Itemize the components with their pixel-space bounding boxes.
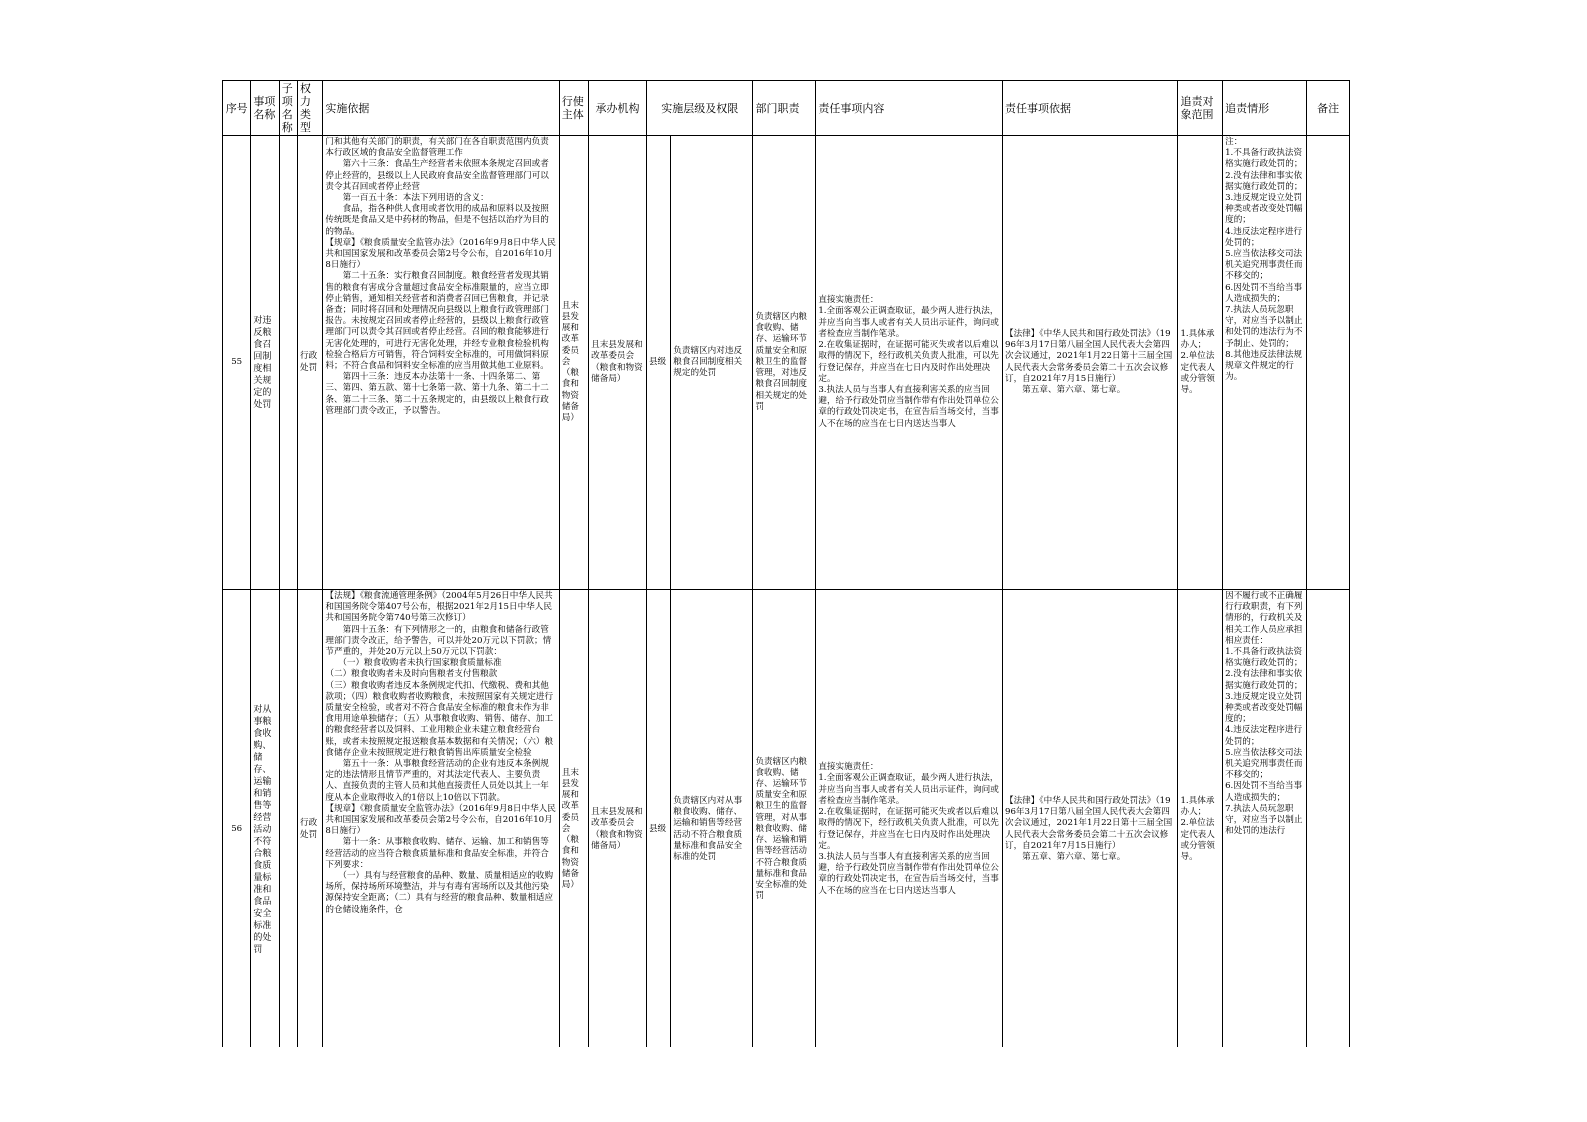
col-item-name: 事项名称	[251, 81, 279, 136]
cell-power-type: 行政处罚	[298, 136, 323, 590]
col-resp-content: 责任事项内容	[816, 81, 1003, 136]
col-dept-duty: 部门职责	[753, 81, 816, 136]
col-level: 实施层级及权限	[646, 81, 753, 136]
cell-dept-duty: 负责辖区内粮食收购、储存、运输环节质量安全和原粮卫生的监督管理，对从事粮食收购、储存、运输和销售等经营活动不符合粮食质量标准和食品安全标准的处罚	[753, 590, 816, 1048]
cell-item-name: 对从事粮食收购、储存、运输和销售等经营活动不符合粮食质量标准和食品安全标准的处罚	[251, 590, 279, 1048]
col-power-type: 权力类型	[298, 81, 323, 136]
cell-item-name: 对违反粮食召回制度相关规定的处罚	[251, 136, 279, 590]
col-seq: 序号	[223, 81, 251, 136]
cell-resp-basis: 【法律】《中华人民共和国行政处罚法》（1996年3月17日第八届全国人民代表大会第四次会议通过，2021年1月22日第十三届全国人民代表大会常务委员会第二十五次会议修订，自2021年7月15日施行） 第五章、第六章、第七章。	[1002, 590, 1177, 1048]
table-row	[223, 136, 1350, 590]
cell-resp-content: 直接实施责任： 1.全面客观公正调查取证，最少两人进行执法，并应当向当事人或者有关人员出示证件，询问或者检查应当制作笔录。 2.在收集证据时，在证据可能灭失或者以后难以取得的情况下，经行政机关负责人批准，可以先行登记保存，并应当在七日内及时作出处理决定。 3.执法人员与当事人有直接利害关系的应当回避，给予行政处罚应当制作带有作出处罚单位公章的行政处罚决定书，在宣告后当场交付，当事人不在场的应当在七日内送达当事人	[816, 136, 1003, 590]
responsibility-table	[222, 80, 1350, 1047]
col-sub-item: 子项名称	[279, 81, 297, 136]
cell-subject: 且末县发展和改革委员会（粮食和物资储备局）	[559, 136, 588, 590]
table-row	[223, 590, 1350, 1048]
col-basis: 实施依据	[323, 81, 559, 136]
col-remark: 备注	[1307, 81, 1350, 136]
cell-remark	[1307, 590, 1350, 1048]
col-subject: 行使主体	[559, 81, 588, 136]
cell-resp-content: 直接实施责任： 1.全面客观公正调查取证，最少两人进行执法，并应当向当事人或者有关人员出示证件，询问或者检查应当制作笔录。 2.在收集证据时，在证据可能灭失或者以后难以取得的情况下，经行政机关负责人批准，可以先行登记保存，并应当在七日内及时作出处理决定。 3.执法人员与当事人有直接利害关系的应当回避，给予行政处罚应当制作带有作出处罚单位公章的行政处罚决定书，在宣告后当场交付，当事人不在场的应当在七日内送达当事人	[816, 590, 1003, 1048]
cell-sub-item	[279, 590, 297, 1048]
header-row	[223, 81, 1350, 136]
cell-agency: 且末县发展和改革委员会（粮食和物资储备局）	[589, 590, 647, 1048]
cell-seq: 55	[223, 136, 251, 590]
cell-scope: 1.具体承办人； 2.单位法定代表人或分管领导。	[1178, 590, 1223, 1048]
cell-agency: 且末县发展和改革委员会（粮食和物资储备局）	[589, 136, 647, 590]
col-resp-basis: 责任事项依据	[1002, 81, 1177, 136]
col-scope: 追责对象范围	[1178, 81, 1223, 136]
cell-level: 县级	[646, 590, 670, 1048]
cell-remark	[1307, 136, 1350, 590]
document-sheet	[222, 80, 1350, 1047]
cell-basis: 门和其他有关部门的职责，有关部门在各自职责范围内负责本行政区域的食品安全监督管理工作 第六十三条：食品生产经营者未依照本条规定召回或者停止经营的，县级以上人民政府食品安全监督管理部门可以责令其召回或者停止经营 第一百五十条：本法下列用语的含义： 食品，指各种供人食用或者饮用的成品和原料以及按照传统既是食品又是中药材的物品，但是不包括以治疗为目的的物品。 【规章】《粮食质量安全监管办法》（2016年9月8日中华人民共和国国家发展和改革委员会第2号令公布，自2016年10月8日施行） 第二十五条：实行粮食召回制度。粮食经营者发现其销售的粮食有害成分含量超过食品安全标准限量的，应当立即停止销售，通知相关经营者和消费者召回已售粮食，并记录备查；同时将召回和处理情况向县级以上粮食行政管理部门报告。未按规定召回或者停止经营的，县级以上粮食行政管理部门可以责令其召回或者停止经营。召回的粮食能够进行无害化处理的，可进行无害化处理，并经专业粮食检验机构检验合格后方可销售，符合饲料安全标准的，可用做饲料原料；不符合食品和饲料安全标准的应当用做其他工业原料。 第四十三条：违反本办法第十一条、十四条第二、第三、第四、第五款、第十七条第一款、第十九条、第二十二条、第二十三条、第二十五条规定的，由县级以上粮食行政管理部门责令改正，予以警告。	[323, 136, 559, 590]
cell-situation: 注： 1.不具备行政执法资格实施行政处罚的； 2.没有法律和事实依据实施行政处罚的； 3.违反规定设立处罚种类或者改变处罚幅度的； 4.违反法定程序进行处罚的； 5.应当依法移交司法机关追究刑事责任而不移交的； 6.因处罚不当给当事人造成损失的； 7.执法人员玩忽职守，对应当予以制止和处罚的违法行为不予制止、处罚的； 8.其他违反法律法规规章文件规定的行为。	[1223, 136, 1307, 590]
cell-level-desc: 负责辖区内对从事粮食收购、储存、运输和销售等经营活动不符合粮食质量标准和食品安全标准的处罚	[671, 590, 753, 1048]
cell-basis: 【法规】《粮食流通管理条例》（2004年5月26日中华人民共和国国务院令第407号公布，根据2021年2月15日中华人民共和国国务院令第740号第三次修订） 第四十五条：有下列情形之一的，由粮食和储备行政管理部门责令改正，给予警告，可以并处20万元以下罚款；情节严重的，并处20万元以上50万元以下罚款： （一）粮食收购者未执行国家粮食质量标准 （二）粮食收购者未及时向售粮者支付售粮款 （三）粮食收购者违反本条例规定代扣、代缴税、费和其他款项；（四）粮食收购者收购粮食，未按照国家有关规定进行质量安全检验，或者对不符合食品安全标准的粮食未作为非食用用途单独储存；（五）从事粮食收购、销售、储存、加工的粮食经营者以及饲料、工业用粮企业未建立粮食经营台账，或者未按照规定报送粮食基本数据和有关情况；（六）粮食储存企业未按照规定进行粮食销售出库质量安全检验 第五十一条：从事粮食经营活动的企业有违反本条例规定的违法情形且情节严重的，对其法定代表人、主要负责人、直接负责的主管人员和其他直接责任人员处以其上一年度从本企业取得收入的1倍以上10倍以下罚款。 【规章】《粮食质量安全监管办法》（2016年9月8日中华人民共和国国家发展和改革委员会第2号令公布，自2016年10月8日施行） 第十一条：从事粮食收购、储存、运输、加工和销售等经营活动的应当符合粮食质量标准和食品安全标准，并符合下列要求： （一）具有与经营粮食的品种、数量、质量相适应的收购场所，保持场所环境整洁，并与有毒有害场所以及其他污染源保持安全距离；（二）具有与经营的粮食品种、数量相适应的仓储设施条件，仓	[323, 590, 559, 1048]
cell-seq: 56	[223, 590, 251, 1048]
cell-sub-item	[279, 136, 297, 590]
cell-level: 县级	[646, 136, 670, 590]
col-agency: 承办机构	[589, 81, 647, 136]
cell-resp-basis: 【法律】《中华人民共和国行政处罚法》（1996年3月17日第八届全国人民代表大会第四次会议通过，2021年1月22日第十三届全国人民代表大会常务委员会第二十五次会议修订，自2021年7月15日施行） 第五章、第六章、第七章。	[1002, 136, 1177, 590]
cell-dept-duty: 负责辖区内粮食收购、储存、运输环节质量安全和原粮卫生的监督管理，对违反粮食召回制度相关规定的处罚	[753, 136, 816, 590]
cell-subject: 且末县发展和改革委员会（粮食和物资储备局）	[559, 590, 588, 1048]
col-situation: 追责情形	[1223, 81, 1307, 136]
cell-situation: 因不履行或不正确履行行政职责，有下列情形的，行政机关及相关工作人员应承担相应责任： 1.不具备行政执法资格实施行政处罚的； 2.没有法律和事实依据实施行政处罚的； 3.违反规定设立处罚种类或者改变处罚幅度的； 4.违反法定程序进行处罚的； 5.应当依法移交司法机关追究刑事责任而不移交的； 6.因处罚不当给当事人造成损失的； 7.执法人员玩忽职守，对应当予以制止和处罚的违法行	[1223, 590, 1307, 1048]
cell-power-type: 行政处罚	[298, 590, 323, 1048]
cell-scope: 1.具体承办人； 2.单位法定代表人或分管领导。	[1178, 136, 1223, 590]
cell-level-desc: 负责辖区内对违反粮食召回制度相关规定的处罚	[671, 136, 753, 590]
